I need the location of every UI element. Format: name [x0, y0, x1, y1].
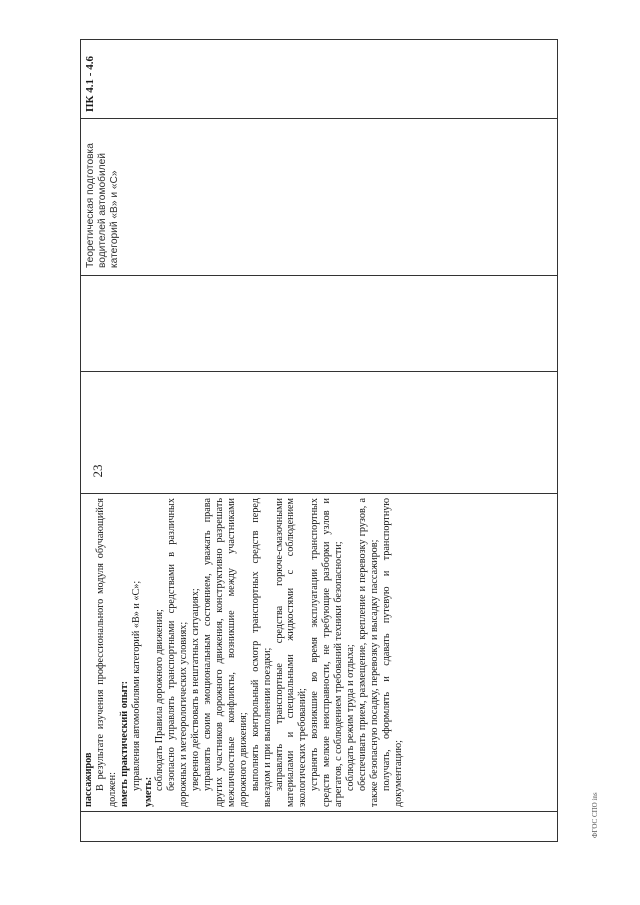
requirement-line: В результате изучения профессионального модуля обучающийся должен:: [94, 498, 118, 807]
footer-stamp: ФГОС СПО ins: [591, 792, 599, 838]
requirement-line: заправлять транспортные средства горюче-смазочными материалами и специальными жидкостями с соблюдением экологических требований;: [273, 498, 309, 807]
requirement-line: пассажиров: [83, 752, 94, 807]
requirement-heading: иметь практический опыт:: [118, 680, 130, 807]
competency-requirements-cell: [80, 496, 404, 809]
column-divider: [80, 118, 558, 119]
column-divider: [80, 275, 558, 276]
column-divider: [80, 493, 558, 494]
requirement-line: безопасно управлять транспортными средствами в различных дорожных и метеорологических условиях;: [166, 498, 190, 807]
rotated-table: [80, 39, 558, 842]
requirement-line: управлять своим эмоциональным состоянием, уважать права других участников дорожного движения, конструктивно разрешать межличностные конфликты, возникшие между участниками дорожного движения;: [202, 498, 249, 807]
requirement-line: соблюдать Правила дорожного движения;: [154, 609, 166, 791]
requirement-heading: уметь:: [142, 776, 154, 807]
competency-code-cell: ПК 4.1 - 4.6: [84, 56, 96, 112]
page-number: 23: [90, 464, 105, 478]
column-divider: [80, 371, 558, 372]
requirement-line: соблюдать режим труда и отдыха;: [344, 644, 356, 791]
column-divider: [80, 811, 558, 812]
course-name-cell: Теоретическая подготовка водителей автомобилей категорий «В» и «С»: [85, 143, 120, 268]
requirement-line: обеспечивать прием, размещение, крепление и перевозку грузов, а также безопасную посадку, перевозку и высадку пассажиров;: [356, 498, 380, 807]
requirement-line: уверенно действовать в нештатных ситуациях;: [190, 588, 202, 791]
requirement-line: получать, оформлять и сдавать путевую и транспортную документацию;: [380, 498, 404, 807]
requirement-line: устранять возникшие во время эксплуатации транспортных средств мелкие неисправности, не требующие разборки узлов и агрегатов, с соблюдением требований техники безопасности;: [309, 498, 345, 807]
requirement-line: управления автомобилями категорий «В» и «С»;: [130, 580, 142, 791]
requirement-line: выполнять контрольный осмотр транспортных средств перед выездом и при выполнении поездки;: [249, 498, 273, 807]
